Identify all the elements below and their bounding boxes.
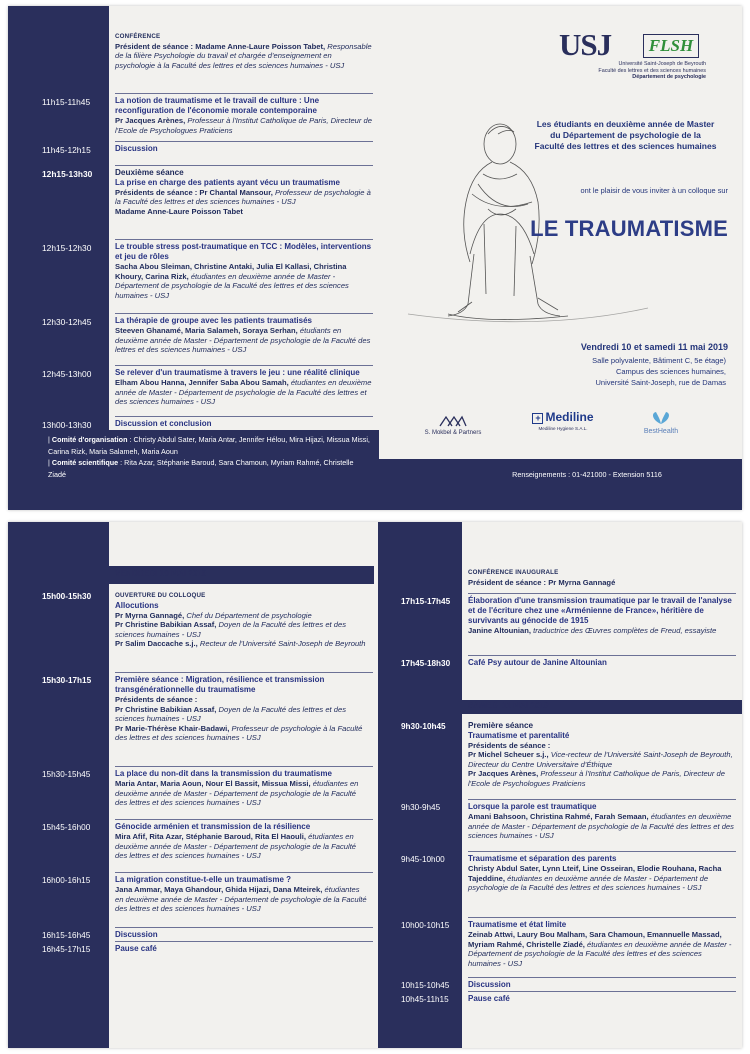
session-desc: étudiantes en deuxième année de Master - Département de psychologie de la Faculté des lettres et des sciences humaines - USJ — [115, 378, 372, 407]
scientific-committee: | Comité scientifique : Rita Azar, Stéphanie Baroud, Sara Chamoun, Myriam Rahmé, Christelle Ziadé — [48, 458, 354, 479]
session-block — [115, 944, 367, 954]
session-small-caps: CONFÉRENCE — [115, 33, 161, 40]
session-time: 15h30-15h45 — [42, 770, 91, 779]
session-name: Pr Christine Babikian Assaf, — [115, 704, 217, 714]
invitation-text: ont le plaisir de vous inviter à un colloque sur — [580, 186, 728, 195]
divider — [468, 799, 736, 800]
session-block — [115, 675, 367, 743]
divider — [468, 655, 736, 656]
invitation-intro: Les étudiants en deuxième année de Master du Département de psychologie de la Faculté des lettres et des sciences humaines — [534, 119, 717, 151]
session-time: 12h30-12h45 — [42, 317, 92, 327]
session-desc: étudiantes en deuxième année de Master - Département de psychologie de la Faculté des lettres et des sciences humaines - USJ — [115, 885, 367, 914]
sponsor-mediline: + Mediline Mediline Hygiene S.A.L. — [523, 410, 603, 431]
session-title: La notion de traumatisme et le travail de culture : Une reconfiguration de l'économie morale contemporaine — [115, 96, 320, 115]
divider — [115, 872, 373, 873]
session-desc: Professeur de psychologie à la Faculté des lettres et des sciences humaines - USJ — [115, 187, 371, 207]
session-name: Pr Myrna Gannagé, — [115, 610, 185, 620]
session-block — [115, 32, 373, 70]
contact-info: Renseignements : 01-421000 - Extension 5116 — [512, 470, 662, 479]
session-name: Mira Afif, Rita Azar, Stéphanie Baroud, Rita El Haouli, — [115, 832, 306, 841]
session-title: Discussion — [115, 930, 158, 939]
session-title: Génocide arménien et transmission de la résilience — [115, 822, 311, 831]
session-block — [468, 994, 736, 1004]
usj-flsh-logo — [559, 27, 709, 62]
session-name: Christy Abdul Sater, Lynn Lteif, Line Osseiran, Elodie Rouhana, Racha Tajeddine, — [468, 864, 722, 883]
divider — [115, 416, 373, 417]
divider — [115, 819, 373, 820]
besthealth-leaf-icon — [648, 410, 674, 426]
divider — [115, 141, 373, 142]
session-block — [115, 144, 373, 154]
session-block — [115, 316, 373, 355]
session-time: 15h30-17h15 — [42, 676, 92, 685]
session-block — [115, 822, 367, 861]
session-desc: Professeur à l'Institut Catholique de Paris, Directeur de l'Ecole de Psychologues Praticiens — [115, 116, 372, 135]
session-time: 17h45-18h30 — [401, 659, 451, 668]
divider — [115, 927, 373, 928]
session-time: 9h30-10h45 — [401, 722, 446, 731]
session-name: Président de séance : Madame Anne-Laure Poisson Tabet, — [115, 41, 326, 51]
session-title: Café Psy autour de Janine Altounian — [468, 658, 607, 667]
session-desc: Doyen de la Faculté des lettres et des sciences humaines - USJ — [115, 704, 347, 724]
session-title: Pause café — [115, 944, 157, 953]
session-block — [468, 920, 736, 968]
session-desc: étudiantes en deuxième année de Master - Département de psychologie de la Faculté des lettres et des sciences humaines - USJ — [468, 939, 732, 968]
footer-band — [379, 459, 742, 510]
session-desc: étudiantes en deuxième année de Master - Département de psychologie de la Faculté des lettres et des sciences humaines - USJ — [468, 873, 709, 893]
session-title: Se relever d'un traumatisme à travers le jeu : une réalité clinique — [115, 368, 360, 377]
session-name: Steeven Ghanamé, Maria Salameh, Soraya Serhan, — [115, 326, 298, 335]
session-title: Traumatisme et état limite — [468, 920, 567, 929]
session-desc: Chef du Département de psychologie — [186, 610, 312, 620]
day-heading-friday: VENDREDI 10 MAI 2019 — [115, 569, 207, 578]
programme-sheet-back — [8, 522, 742, 1048]
session-title: Première séance : Migration, résilience et transmission transgénérationnelle du traumatisme — [115, 675, 325, 694]
logo-subtitle: Université Saint-Joseph de Beyrouth Faculté des lettres et des sciences humaines Département de psychologie — [598, 61, 706, 81]
session-time: 10h15-10h45 — [401, 981, 450, 990]
day-heading-saturday: SAMEDI 11 MAI 2019 — [468, 701, 549, 710]
session-time: 16h45-17h15 — [42, 945, 91, 954]
session-heading: Première séance — [468, 721, 534, 730]
session-name: Présidents de séance : — [115, 695, 198, 704]
session-block — [115, 168, 373, 216]
session-name: Pr Michel Scheuer s.j., — [468, 750, 549, 760]
programme-sheet-front — [8, 6, 742, 510]
divider — [468, 991, 736, 992]
session-time: 15h45-16h00 — [42, 823, 91, 832]
session-title: Discussion — [115, 144, 158, 153]
session-name: Présidents de séance : — [468, 740, 551, 750]
session-desc: traductrice des Œuvres complètes de Freud, essayiste — [533, 626, 717, 635]
usj-logo-text: USJ — [559, 27, 612, 62]
mokbel-logo-icon — [438, 414, 468, 428]
session-title: Le trouble stress post-traumatique en TCC : Modèles, interventions et jeu de rôles — [115, 242, 372, 261]
session-time: 12h15-13h30 — [42, 169, 93, 179]
session-block — [468, 721, 736, 789]
divider — [115, 93, 373, 94]
divider — [115, 766, 373, 767]
divider — [115, 672, 373, 673]
session-name: Elham Abou Hanna, Jennifer Saba Abou Samah, — [115, 378, 289, 387]
session-title: La migration constitue-t-elle un traumatisme ? — [115, 875, 292, 884]
session-desc: étudiantes en deuxième année de Master - Département de psychologie de la Faculté des lettres et des sciences humaines - USJ — [115, 832, 357, 861]
session-title: Discussion — [468, 980, 511, 989]
session-block — [115, 769, 367, 808]
session-block — [115, 96, 373, 135]
divider — [468, 917, 736, 918]
session-title: Traumatisme et séparation des parents — [468, 854, 617, 863]
session-title: Discussion et conclusion — [115, 419, 212, 428]
session-title: La place du non-dit dans la transmission du traumatisme — [115, 769, 332, 778]
session-time: 13h00-13h30 — [42, 420, 92, 430]
session-desc: Doyen de la Faculté des lettres et des sciences humaines - USJ — [115, 620, 347, 639]
session-small-caps: CONFÉRENCE INAUGURALE — [468, 569, 559, 576]
session-name: Président de séance : Pr Myrna Gannagé — [468, 577, 616, 587]
session-desc: Professeur à l'Institut Catholique de Paris, Directeur de l'Ecole de Psychologues Praticiens — [468, 769, 725, 788]
session-time: 10h45-11h15 — [401, 995, 449, 1004]
session-time: 11h45-12h15 — [42, 145, 91, 155]
divider — [115, 239, 373, 240]
divider — [115, 313, 373, 314]
session-block — [115, 368, 373, 407]
session-title: La prise en charge des patients ayant vécu un traumatisme — [115, 177, 340, 187]
session-title: Lorsque la parole est traumatique — [468, 802, 597, 811]
session-name: Pr Salim Daccache s.j., — [115, 639, 198, 649]
session-block — [115, 591, 367, 649]
session-block — [468, 596, 736, 636]
session-block — [468, 658, 736, 668]
session-time: 11h15-11h45 — [42, 97, 91, 107]
session-block — [468, 854, 736, 893]
session-name: Jana Ammar, Maya Ghandour, Ghida Hijazi, Dana Mteirek, — [115, 885, 323, 894]
colloquium-title: LE TRAUMATISME — [530, 216, 728, 241]
session-block — [115, 930, 367, 940]
session-name: Maria Antar, Maria Aoun, Nour El Bassit, Missua Missi, — [115, 779, 311, 788]
session-block — [115, 419, 373, 429]
divider — [115, 165, 373, 166]
flsh-logo-text: FLSH — [643, 34, 699, 58]
event-venue: Salle polyvalente, Bâtiment C, 5e étage) Campus des sciences humaines, Université Saint-Joseph, rue de Damas — [592, 356, 726, 387]
session-desc: Responsable de la filière Psychologie du travail et chargée d'enseignement en psychologie à la Faculté des lettres et des sciences humaines - USJ — [115, 41, 372, 70]
session-time: 9h30-9h45 — [401, 803, 441, 812]
divider — [115, 365, 373, 366]
organizing-committee: | Comité d'organisation : Christy Abdul Sater, Maria Antar, Jennifer Hélou, Mira Hijazi, Missua Missi, Carina Rizk, Maria Salameh, Maria Aoun — [48, 435, 370, 456]
committee-list — [48, 434, 373, 480]
session-time: 16h00-16h15 — [42, 876, 91, 885]
session-small-caps: OUVERTURE DU COLLOQUE — [115, 592, 206, 599]
sponsor-besthealth: BestHealth — [631, 410, 691, 435]
session-time: 10h00-10h15 — [401, 921, 450, 930]
session-name: Pr Marie-Thérèse Khair-Badawi, — [115, 723, 230, 733]
session-name: Sacha Abou Sleiman, Christine Antaki, Julia El Kallasi, Christina Khoury, Carina Rizk, — [115, 262, 347, 281]
session-title: La thérapie de groupe avec les patients traumatisés — [115, 316, 312, 325]
session-desc: étudiantes en deuxième année de Master - Département de psychologie de la Faculté des lettres et des sciences humaines - USJ — [468, 812, 734, 841]
divider — [468, 851, 736, 852]
session-time: 16h15-16h45 — [42, 931, 91, 940]
session-block — [468, 980, 736, 990]
divider — [468, 593, 736, 594]
session-desc: Professeur de psychologie à la Faculté des lettres et des sciences humaines - USJ — [115, 723, 363, 743]
session-name: Janine Altounian, — [468, 626, 532, 635]
session-title: Allocutions — [115, 600, 159, 610]
session-heading: Deuxième séance — [115, 168, 184, 177]
session-name: Amani Bahsoon, Christina Rahmé, Farah Semaan, — [468, 812, 649, 821]
session-block — [468, 568, 736, 587]
session-name: Présidents de séance : Pr Chantal Mansour, — [115, 187, 273, 197]
session-title: Élaboration d'une transmission traumatique par le travail de l'analyse et de l'écriture chez une «Arménienne de France», héritière de survivants au génocide de 1915 — [468, 596, 732, 625]
session-title: Traumatisme et parentalité — [468, 730, 570, 740]
session-desc: Vice-recteur de l'Université Saint-Joseph de Beyrouth, Directeur du Centre Universitaire d'Éthique — [468, 750, 733, 769]
session-time: 12h45-13h00 — [42, 369, 92, 379]
session-time: 12h15-12h30 — [42, 243, 92, 253]
divider — [115, 941, 373, 942]
session-title: Pause café — [468, 994, 510, 1003]
session-block — [115, 875, 367, 914]
session-desc: étudiantes en deuxième année de Master - Département de psychologie de la Faculté des lettres et des sciences humaines - USJ — [115, 779, 359, 808]
session-name: Madame Anne-Laure Poisson Tabet — [115, 206, 243, 216]
session-name: Pr Jacques Arènes, — [115, 116, 186, 125]
session-desc: étudiantes en deuxième année de Master - Département de psychologie de la Faculté des lettres et des sciences humaines - USJ — [115, 271, 349, 300]
session-name: Pr Christine Babikian Assaf, — [115, 620, 217, 630]
session-block — [115, 242, 373, 300]
session-time: 17h15-17h45 — [401, 597, 451, 606]
session-desc: étudiants en deuxième année de Master - Département de psychologie de la Faculté des lettres et des sciences humaines - USJ — [115, 326, 371, 355]
session-time: 9h45-10h00 — [401, 855, 445, 864]
session-name: Pr Jacques Arènes, — [468, 769, 539, 779]
mediline-cross-icon: + — [532, 413, 543, 424]
sponsor-mokbel: S. Mokbel & Partners — [413, 414, 493, 436]
event-dates: Vendredi 10 et samedi 11 mai 2019 — [580, 342, 728, 352]
session-desc: Recteur de l'Université Saint-Joseph de Beyrouth — [199, 639, 366, 649]
session-name: Zeinab Attwi, Laury Bou Malham, Sara Chamoun, Emannuelle Massad, Myriam Rahmé, Christelle Ziadé, — [468, 930, 722, 949]
session-block — [468, 802, 736, 841]
session-time: 15h00-15h30 — [42, 592, 92, 601]
divider — [468, 977, 736, 978]
